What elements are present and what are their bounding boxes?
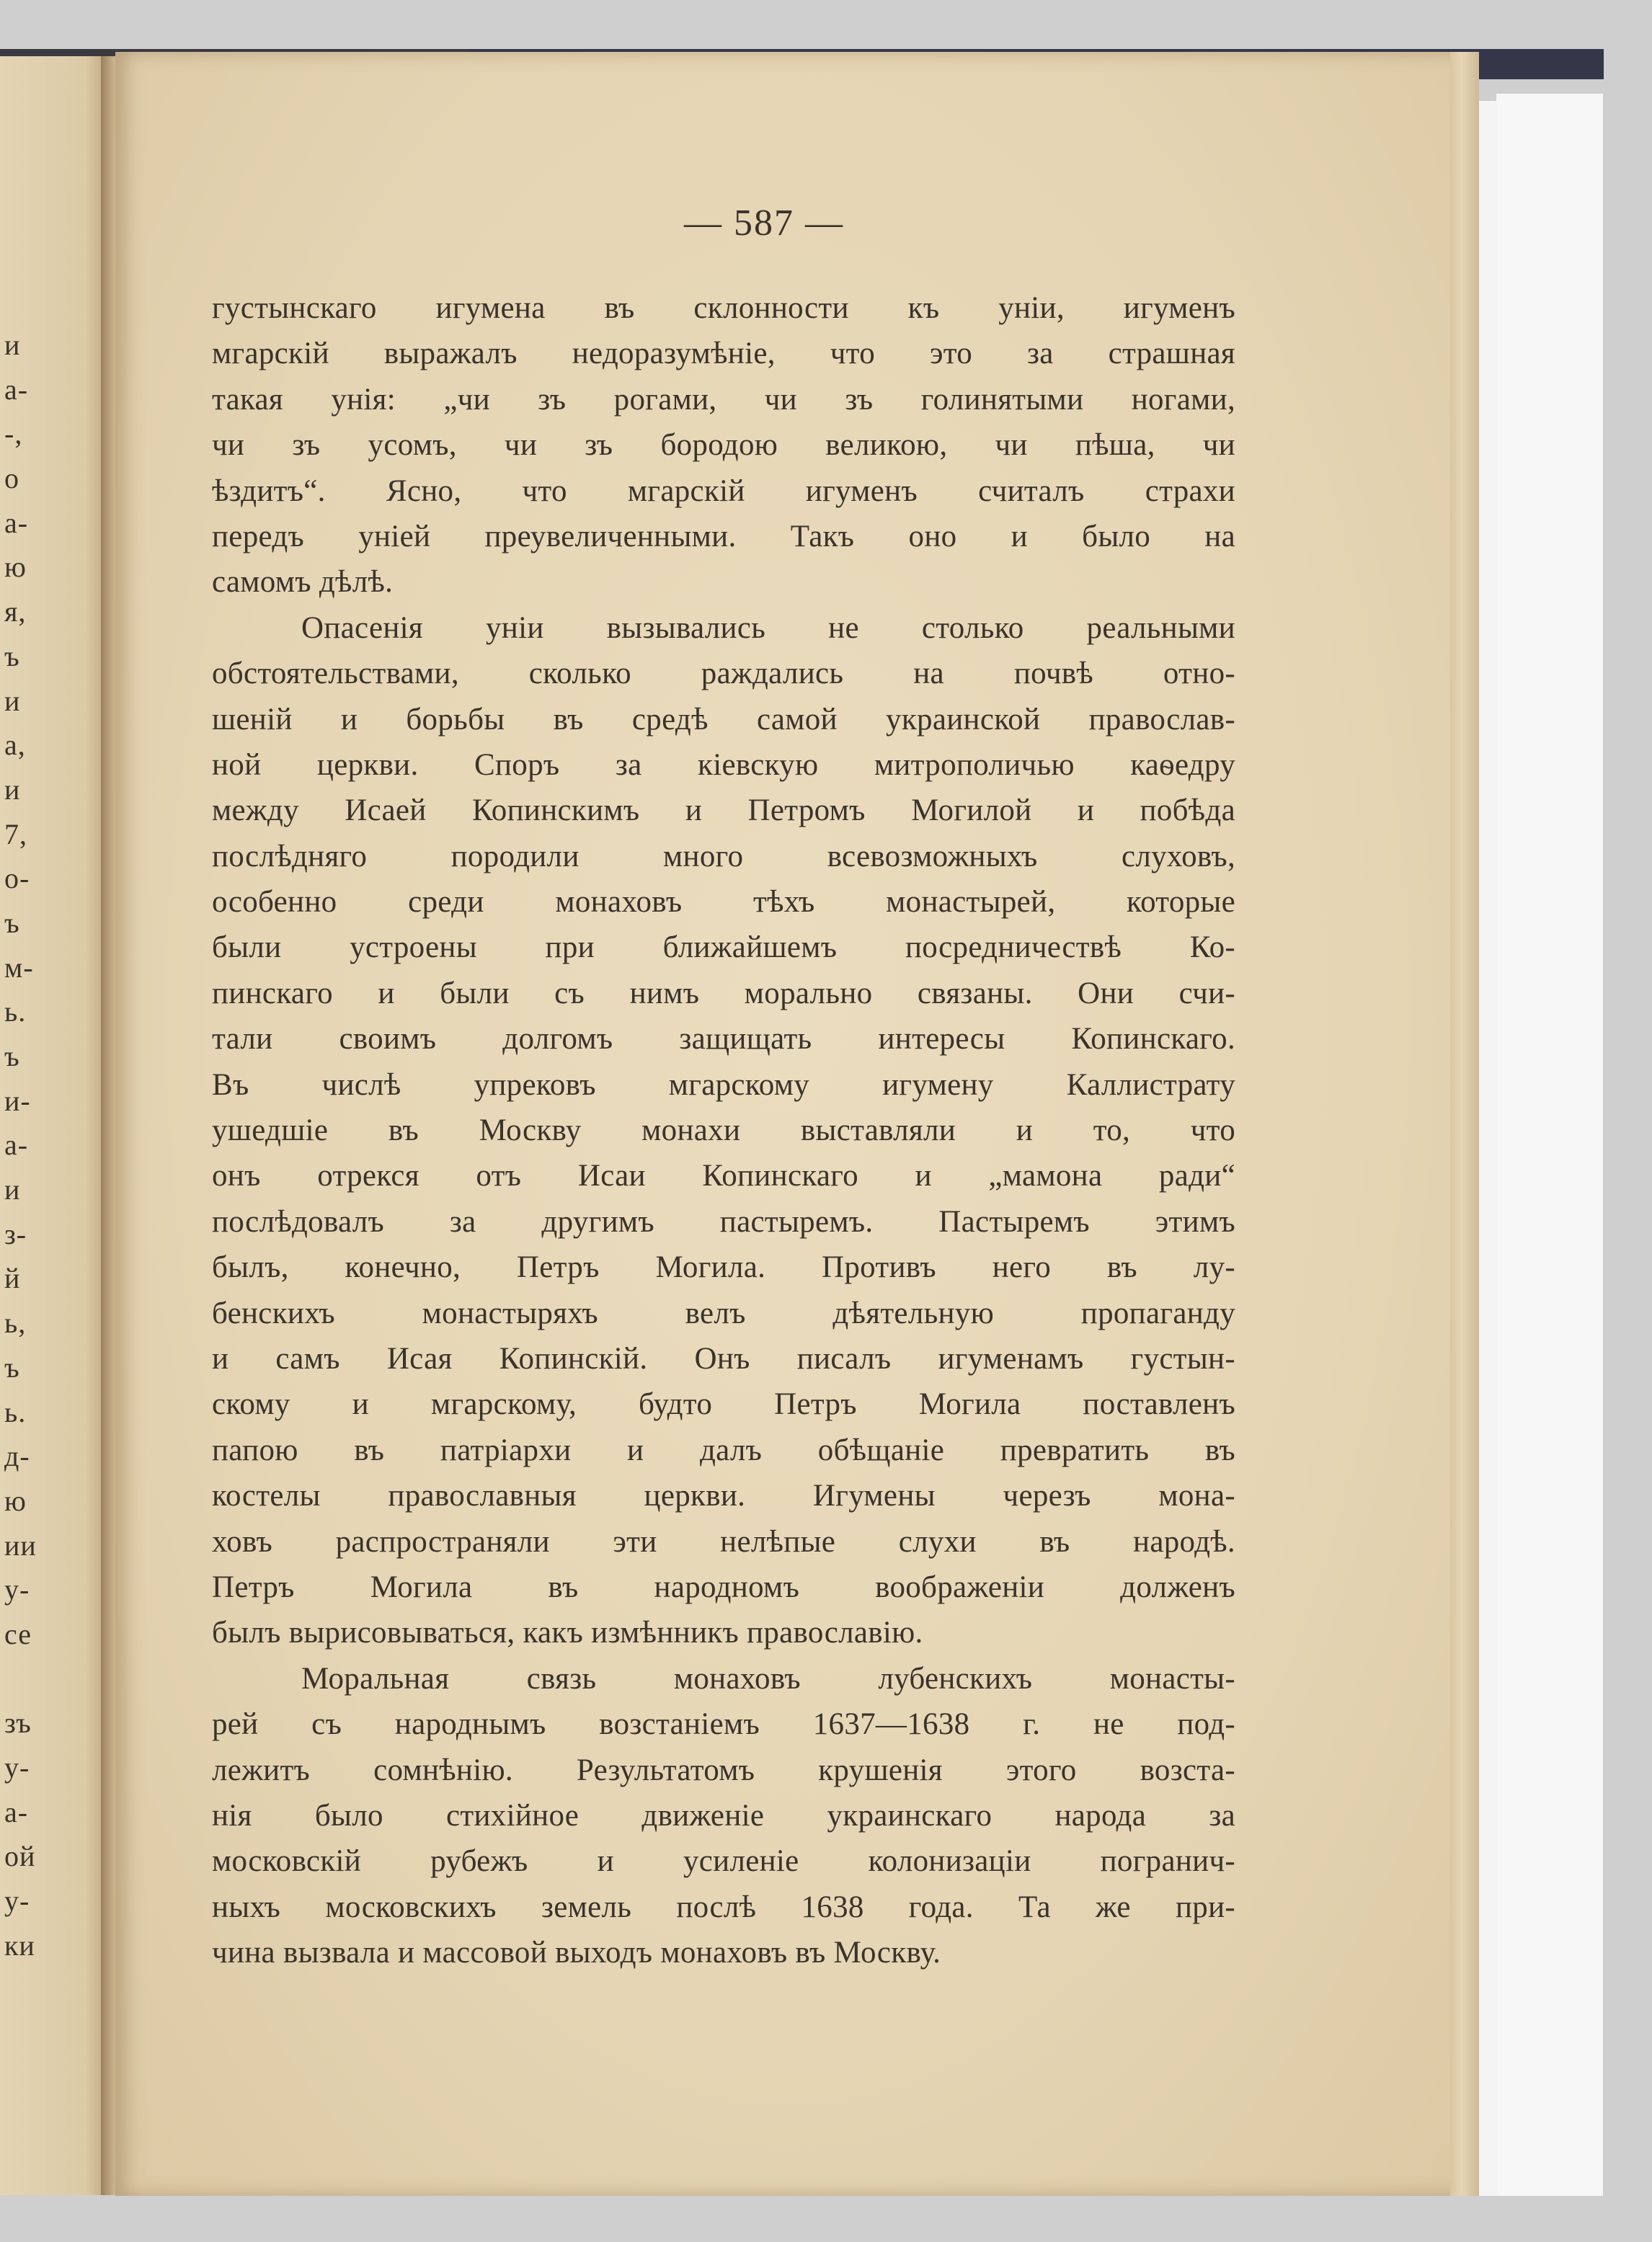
text-line: Опасенія уніи вызывались не столько реальными — [301, 610, 1235, 645]
previous-page-line: а- — [4, 1795, 29, 1828]
previous-page-line — [4, 1657, 48, 1701]
previous-page-line: а- — [4, 1129, 29, 1162]
text-line: самомъ дѣлѣ. — [212, 565, 394, 600]
text-line: чи зъ усомъ, чи зъ бородою великою, чи пѣша, чи — [212, 428, 1235, 463]
text-line: послѣдовалъ за другимъ пастыремъ. Пастыремъ этимъ — [212, 1204, 1235, 1239]
text-line: нія было стихійное движеніе украинскаго народа за — [212, 1798, 1235, 1833]
text-line: Въ числѣ упрековъ мгарскому игумену Каллистрату — [212, 1067, 1235, 1102]
text-line: онъ отрекся отъ Исаи Копинскаго и „мамона ради“ — [212, 1159, 1235, 1193]
text-line: тали своимъ долгомъ защищать интересы Копинскаго. — [212, 1022, 1235, 1057]
previous-page-line: о- — [4, 862, 30, 895]
text-line: обстоятельствами, сколько раждались на почвѣ отно- — [212, 657, 1235, 691]
previous-page-line: а- — [4, 373, 29, 406]
text-line: лежитъ сомнѣнію. Результатомъ крушенія этого возста- — [212, 1753, 1235, 1787]
text-line: ѣздитъ“. Ясно, что мгарскій игуменъ считалъ страхи — [212, 473, 1235, 508]
previous-page-line: ии — [4, 1529, 37, 1562]
previous-page-line: ь. — [4, 995, 27, 1028]
previous-page-line: ъ — [4, 1351, 20, 1384]
text-line: и самъ Исая Копинскій. Онъ писалъ игуменамъ густын- — [212, 1341, 1235, 1376]
previous-page-line: ь. — [4, 1395, 27, 1428]
previous-page-line: и — [4, 773, 21, 806]
previous-page-line: у- — [4, 1573, 30, 1606]
previous-page-line: -, — [4, 417, 23, 450]
right-board — [1496, 94, 1603, 2196]
text-line: папою въ патріархи и далъ обѣщаніе превратить въ — [212, 1433, 1235, 1467]
body-text — [212, 285, 1235, 1975]
text-line: между Исаей Копинскимъ и Петромъ Могилой и побѣда — [212, 793, 1235, 828]
text-line: костелы православныя церкви. Игумены черезъ мона- — [212, 1479, 1235, 1513]
previous-page-text — [4, 323, 48, 1967]
previous-page-line: у- — [4, 1885, 30, 1918]
previous-page-line: ю — [4, 551, 27, 584]
text-line: московскій рубежъ и усиленіе колонизаціи погранич- — [212, 1844, 1235, 1879]
previous-page-line: и — [4, 1173, 21, 1206]
text-line: такая унія: „чи зъ рогами, чи зъ голинятыми ногами, — [212, 382, 1235, 417]
previous-page-line: зъ — [4, 1707, 32, 1740]
previous-page-line: ой — [4, 1840, 36, 1873]
previous-page-line: и — [4, 329, 21, 361]
text-line: рей съ народнымъ возстаніемъ 1637—1638 г. не под- — [212, 1707, 1235, 1742]
previous-page-line: у- — [4, 1751, 30, 1784]
text-line: пинскаго и были съ нимъ морально связаны. Они счи- — [212, 976, 1235, 1010]
previous-page-line: з- — [4, 1217, 27, 1250]
text-line: бенскихъ монастыряхъ велъ дѣятельную пропаганду — [212, 1296, 1235, 1330]
previous-page-line: ки — [4, 1929, 35, 1962]
previous-page-line: о — [4, 462, 19, 495]
previous-page-line: ь, — [4, 1307, 27, 1340]
previous-page-line: м- — [4, 951, 34, 984]
text-line: передъ уніей преувеличенными. Такъ оно и было на — [212, 519, 1235, 553]
previous-page-line: а, — [4, 729, 26, 762]
page-edges — [1450, 52, 1479, 2196]
text-line: ховъ распространяли эти нелѣпые слухи въ народѣ. — [212, 1524, 1235, 1559]
text-line: Моральная связь монаховъ лубенскихъ монасты- — [301, 1661, 1235, 1696]
text-line: ушедшіе въ Москву монахи выставляли и то, что — [212, 1113, 1235, 1148]
previous-page-line: ъ — [4, 1040, 20, 1072]
previous-page-line: я, — [4, 595, 27, 628]
previous-page-line: й — [4, 1262, 21, 1295]
text-line: ныхъ московскихъ земель послѣ 1638 года. Та же при- — [212, 1890, 1235, 1924]
text-line: шеній и борьбы въ средѣ самой украинской православ- — [212, 702, 1235, 737]
previous-page-line: а- — [4, 506, 29, 539]
previous-page-line: 7, — [4, 817, 27, 850]
previous-page-line: ю — [4, 1484, 27, 1517]
text-line: были устроены при ближайшемъ посредничествѣ Ко- — [212, 930, 1235, 965]
previous-page-line: и — [4, 684, 21, 717]
text-line: послѣдняго породили много всевозможныхъ слуховъ, — [212, 839, 1235, 873]
page-number: — 587 — — [684, 203, 844, 244]
previous-page-line: ъ — [4, 639, 20, 672]
previous-page-line: се — [4, 1617, 32, 1650]
text-line: густынскаго игумена въ склонности къ уніи, игуменъ — [212, 291, 1235, 325]
text-line: чина вызвала и массовой выходъ монаховъ въ Москву. — [212, 1936, 941, 1970]
text-line: Петръ Могила въ народномъ воображеніи долженъ — [212, 1570, 1235, 1604]
text-line: скому и мгарскому, будто Петръ Могила поставленъ — [212, 1387, 1235, 1422]
text-line: особенно среди монаховъ тѣхъ монастырей, которые — [212, 885, 1235, 920]
text-line: былъ, конечно, Петръ Могила. Противъ него въ лу- — [212, 1250, 1235, 1285]
previous-page-line: ъ — [4, 906, 20, 939]
text-line: ной церкви. Споръ за кіевскую митрополичью каѳедру — [212, 747, 1235, 782]
text-line: мгарскій выражалъ недоразумѣніе, что это за страшная — [212, 337, 1235, 371]
previous-page-line: д- — [4, 1440, 30, 1473]
previous-page-line: и- — [4, 1084, 31, 1117]
text-line: былъ вырисовываться, какъ измѣнникъ православію. — [212, 1616, 923, 1650]
